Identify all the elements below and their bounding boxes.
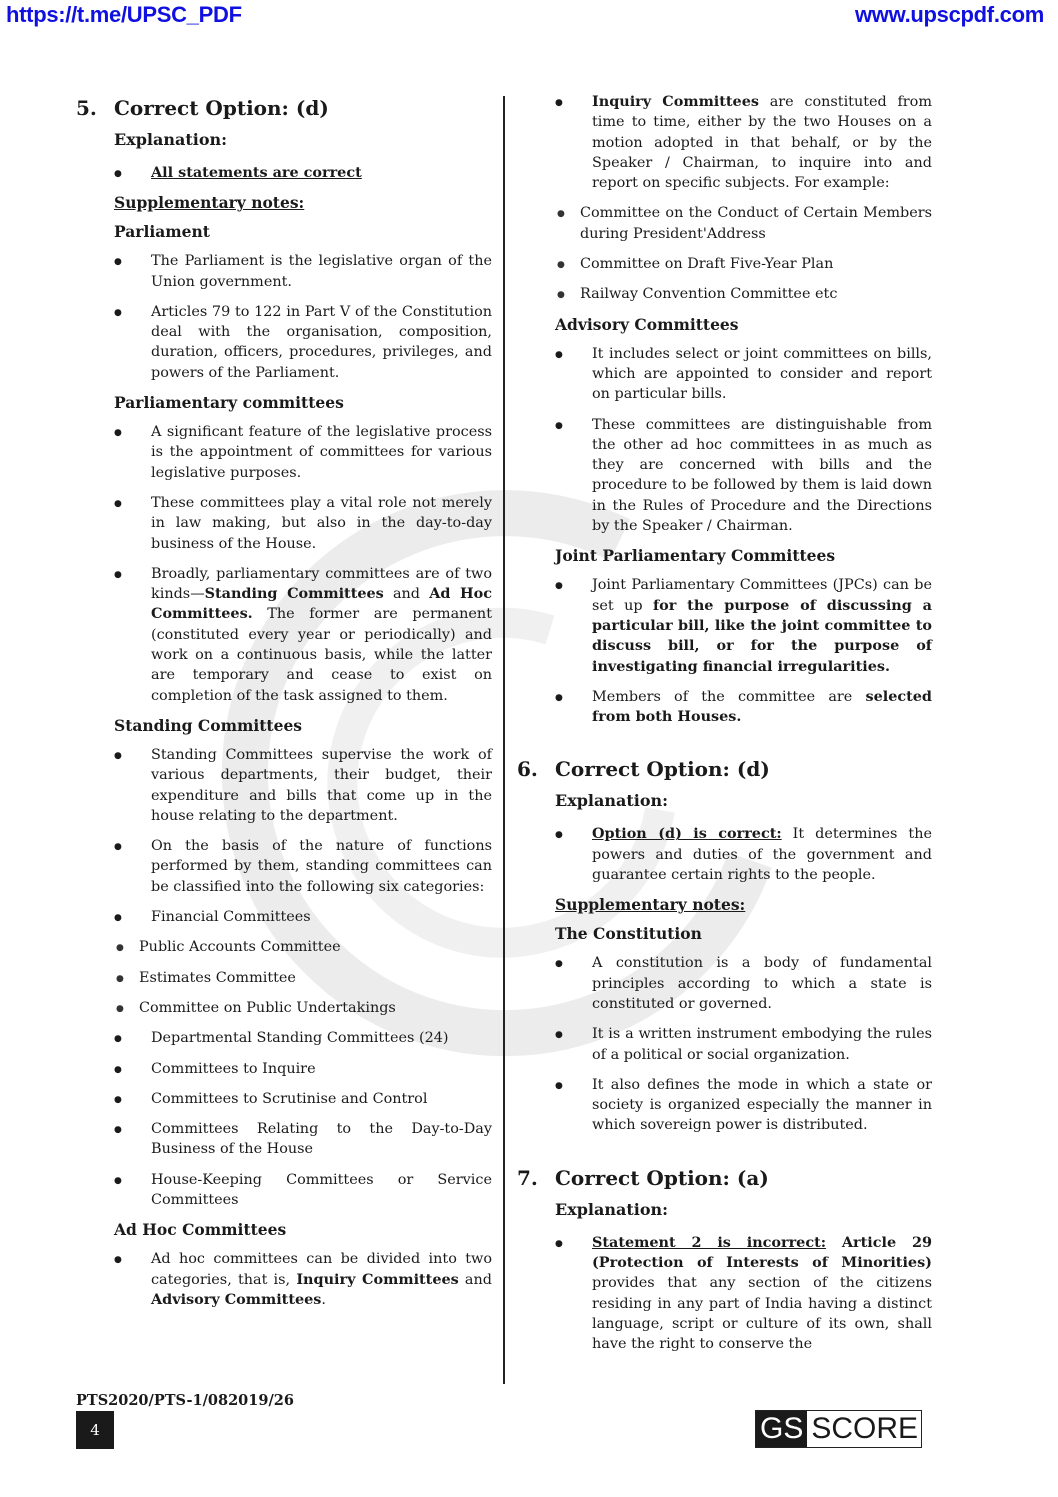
list-item: ● Committees to Scrutinise and Control	[76, 1089, 492, 1109]
list-item: ● Standing Committees supervise the work of various departments, their budget, their expenditure and bills that come up in the house relating to the department.	[76, 745, 492, 826]
sub-list-item: ● Estimates Committee	[76, 968, 492, 988]
supplementary-notes-label: Supplementary notes:	[114, 193, 305, 213]
correct-option: Correct Option: (d)	[555, 757, 770, 782]
gs-score-logo	[755, 1410, 922, 1448]
left-column	[76, 92, 492, 1320]
explanation-label: Explanation:	[555, 1199, 669, 1219]
telegram-link[interactable]: https://t.me/UPSC_PDF	[6, 2, 242, 27]
list-item: ● Ad hoc committees can be divided into two categories, that is, Inquiry Committees and Advisory Committees.	[76, 1249, 492, 1310]
list-item: ● It also defines the mode in which a state or society is organized especially the manner in which sovereign power is distributed.	[517, 1075, 932, 1136]
list-item: ● Committees to Inquire	[76, 1059, 492, 1079]
list-item: ● House-Keeping Committees or Service Committees	[76, 1170, 492, 1211]
section-heading-adhoc: Ad Hoc Committees	[114, 1220, 287, 1240]
question-number: 7.	[517, 1165, 538, 1190]
correct-option: Correct Option: (d)	[114, 96, 329, 120]
question-number: 6.	[517, 757, 538, 782]
list-item: ● Statement 2 is incorrect: Article 29 (Protection of Interests of Minorities) provides that any section of the citizens residing in any part of India having a distinct language, script or culture of its own, shall have the right to conserve the	[517, 1233, 932, 1355]
list-item: ● It is a written instrument embodying the rules of a political or social organization.	[517, 1024, 932, 1065]
list-item: ● Departmental Standing Committees (24)	[76, 1028, 492, 1048]
column-divider	[503, 96, 505, 1384]
list-item: ● Financial Committees	[76, 907, 492, 927]
sub-list-item: ● Public Accounts Committee	[76, 937, 492, 957]
sub-list-item: ● Committee on Draft Five-Year Plan	[517, 254, 932, 274]
list-item: ● Committees Relating to the Day-to-Day Business of the House	[76, 1119, 492, 1160]
section-heading-parliament: Parliament	[114, 222, 210, 242]
question-7-heading	[517, 1166, 932, 1190]
section-heading-advisory: Advisory Committees	[555, 314, 739, 334]
question-number: 5.	[76, 96, 97, 120]
logo-gs: GS	[756, 1411, 807, 1447]
section-heading-jpc: Joint Parliamentary Committees	[555, 546, 836, 566]
section-heading-standing: Standing Committees	[114, 715, 303, 735]
list-item: ● Joint Parliamentary Committees (JPCs) can be set up for the purpose of discussing a particular bill, like the joint committee to discuss bill, or for the purpose of investigating financial irregularities.	[517, 575, 932, 676]
list-item: ● Members of the committee are selected from both Houses.	[517, 687, 932, 728]
correct-option: Correct Option: (a)	[555, 1165, 769, 1190]
section-heading-committees: Parliamentary committees	[114, 393, 344, 413]
list-item: ● Articles 79 to 122 in Part V of the Constitution deal with the organisation, composition, duration, officers, procedures, privileges, and powers of the Parliament.	[76, 302, 492, 383]
list-item: ● These committees are distinguishable from the other ad hoc committees in as much as they are concerned with bills and the procedure to be followed by them is laid down in the Rules of Procedure and the Directions by the Speaker / Chairman.	[517, 415, 932, 537]
supplementary-notes-label: Supplementary notes:	[555, 895, 746, 915]
sub-list-item: ● Railway Convention Committee etc	[517, 284, 932, 304]
list-item: ● The Parliament is the legislative organ of the Union government.	[76, 251, 492, 292]
list-item: ● A constitution is a body of fundamental principles according to which a state is constituted or governed.	[517, 953, 932, 1014]
logo-score: SCORE	[811, 1412, 919, 1445]
question-6-heading	[517, 757, 932, 781]
question-5-heading	[76, 96, 492, 120]
website-link[interactable]: www.upscpdf.com	[854, 2, 1044, 27]
list-item: ● Broadly, parliamentary committees are of two kinds—Standing Committees and Ad Hoc Committees. The former are permanent (constituted every year or periodically) and work on a continuous basis, while the latter are temporary and cease to exist on completion of the task assigned to them.	[76, 564, 492, 706]
list-item: ● Option (d) is correct: It determines the powers and duties of the government and guarantee certain rights to the people.	[517, 824, 932, 885]
right-column	[517, 92, 932, 1364]
list-item: ● A significant feature of the legislative process is the appointment of committees for various legislative purposes.	[76, 422, 492, 483]
section-heading-constitution: The Constitution	[555, 924, 702, 944]
list-item: ● These committees play a vital role not merely in law making, but also in the day-to-day business of the House.	[76, 493, 492, 554]
answer-statement: All statements are correct	[151, 164, 362, 181]
sub-list-item: ● Committee on Public Undertakings	[76, 998, 492, 1018]
page-number: 4	[76, 1411, 114, 1449]
explanation-label: Explanation:	[555, 791, 669, 811]
list-item: ● Inquiry Committees are constituted from time to time, either by the two Houses on a motion adopted in that behalf, or by the Speaker / Chairman, to inquire into and report on specific subjects. For example:	[517, 92, 932, 193]
paper-code: PTS2020/PTS-1/082019/26	[76, 1392, 294, 1409]
sub-list-item: ● Committee on the Conduct of Certain Members during President'Address	[517, 203, 932, 244]
explanation-label: Explanation:	[114, 130, 228, 149]
list-item: ● It includes select or joint committees on bills, which are appointed to consider and report on particular bills.	[517, 344, 932, 405]
list-item: ● On the basis of the nature of functions performed by them, standing committees can be classified into the following six categories:	[76, 836, 492, 897]
